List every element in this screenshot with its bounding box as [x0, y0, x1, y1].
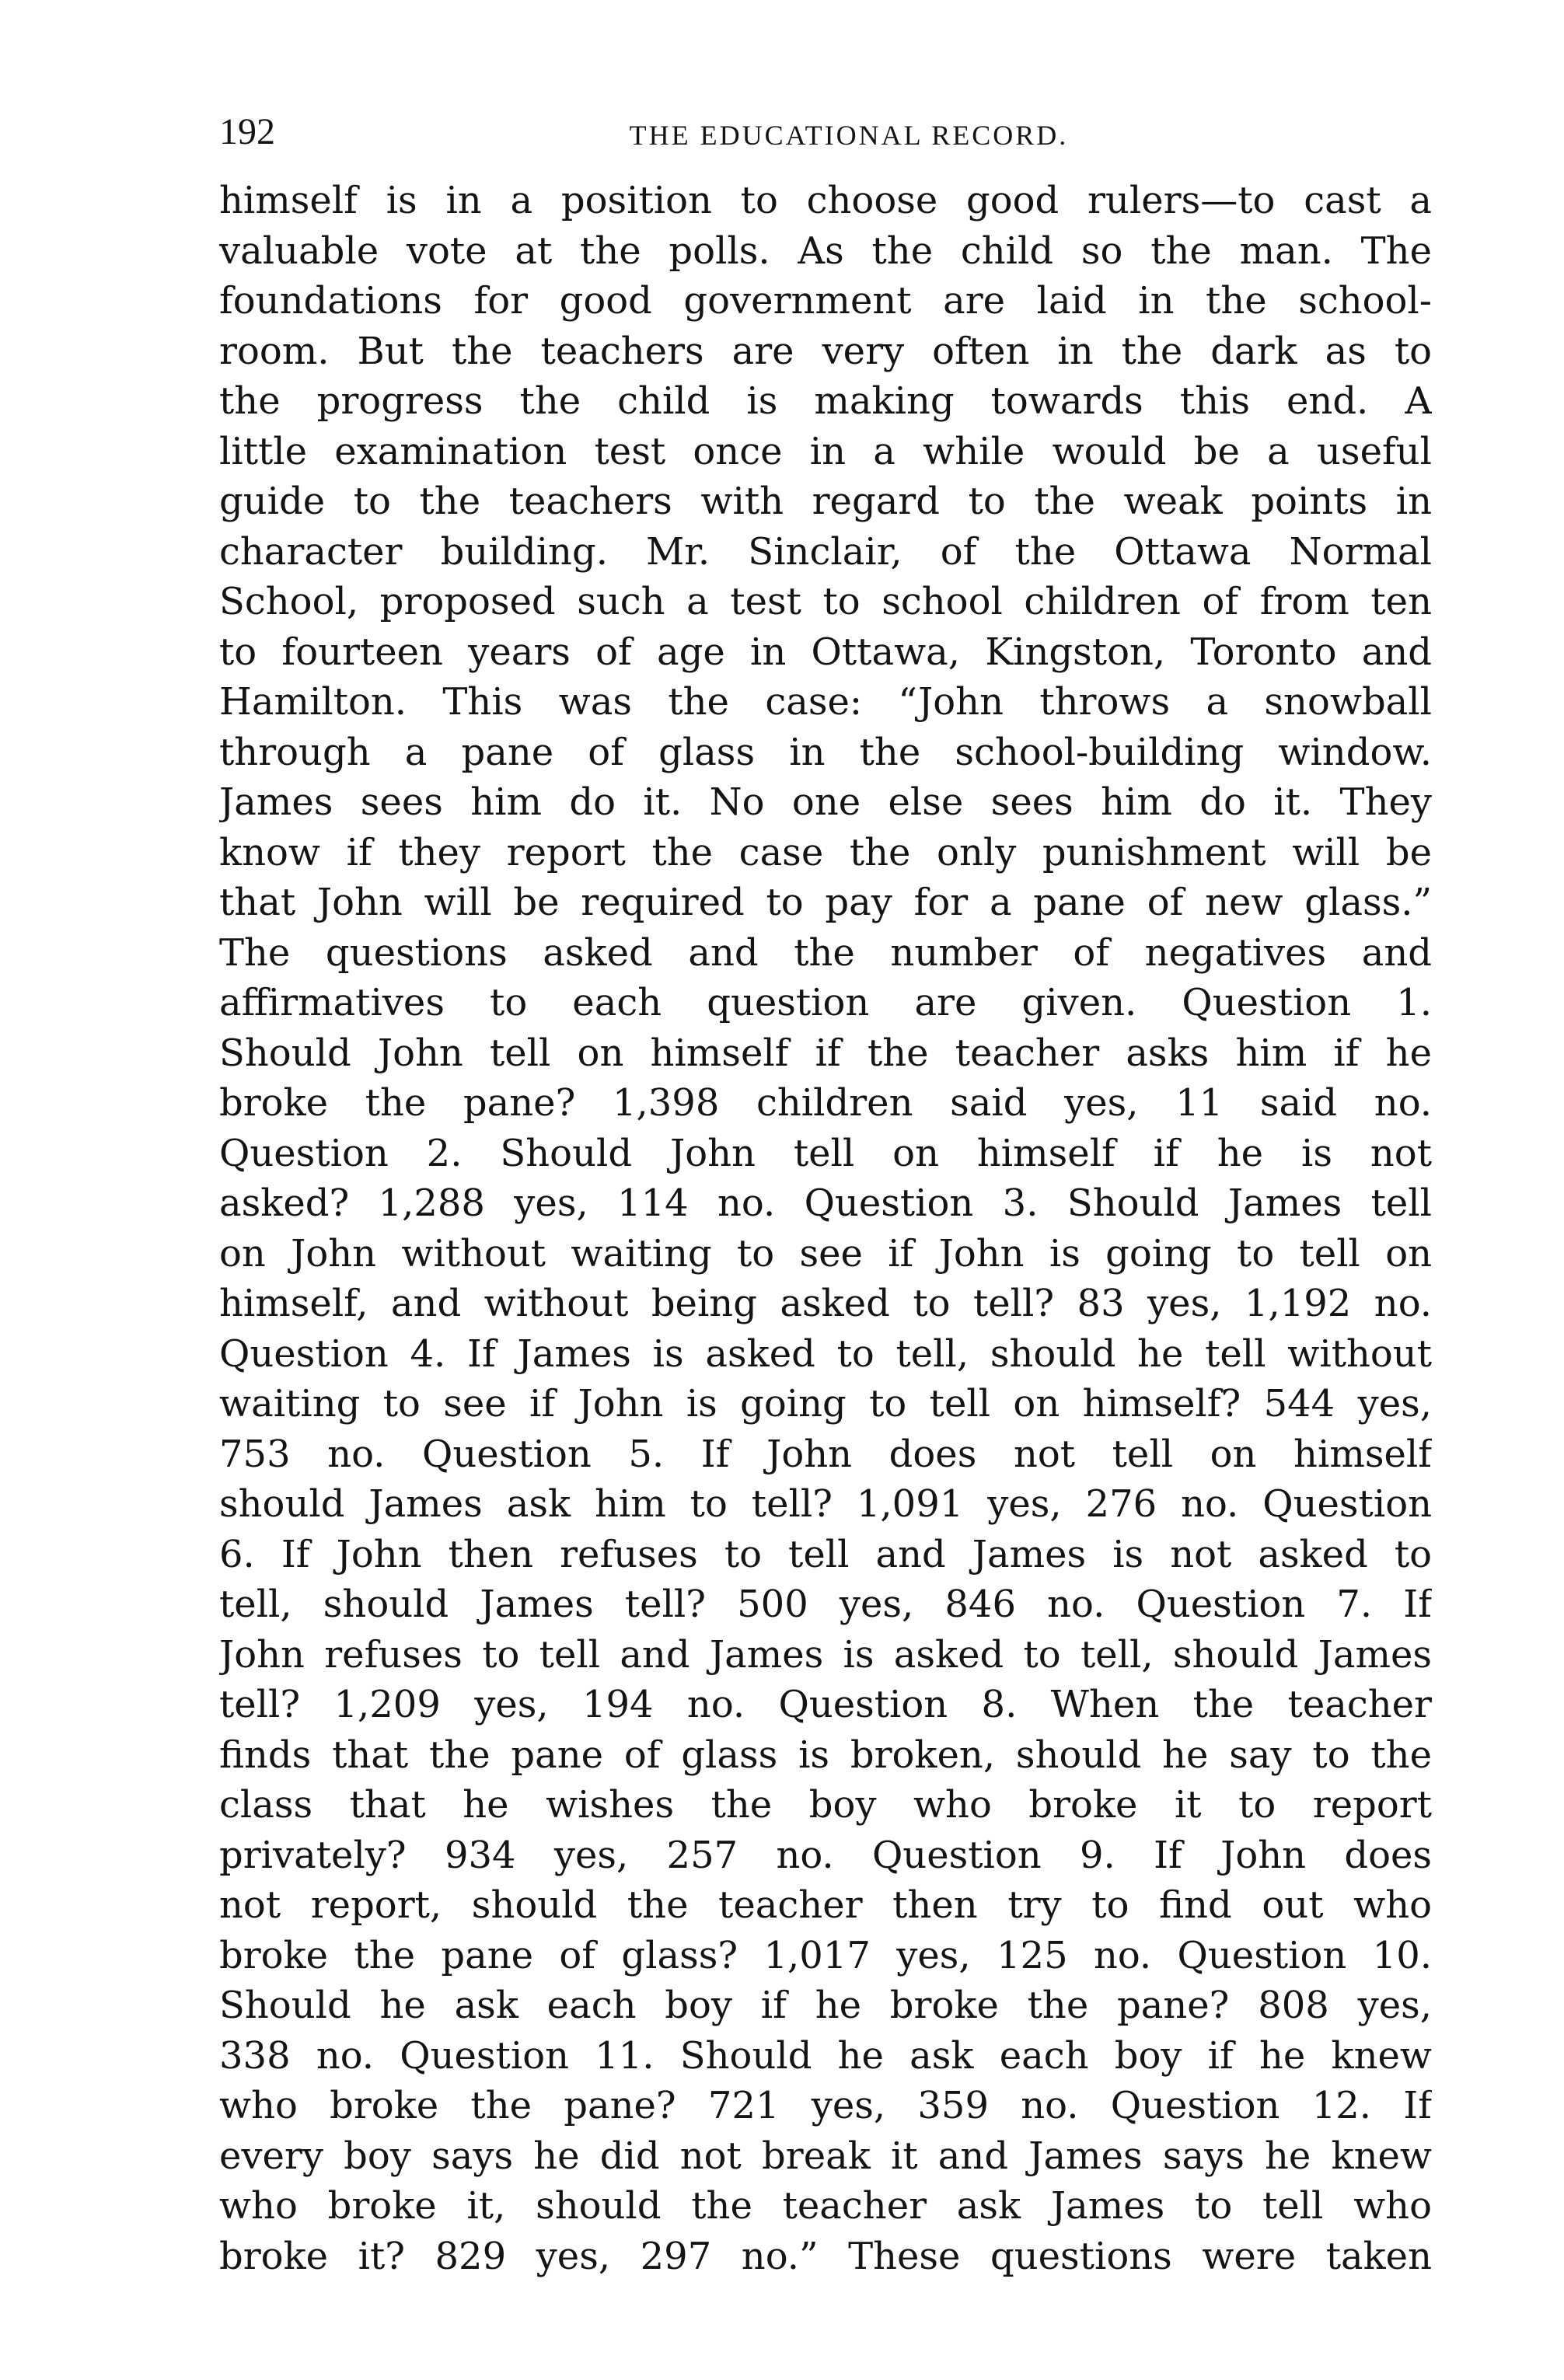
- text-line: guide to the teachers with regard to the weak points in: [219, 480, 1432, 523]
- text-line: know if they report the case the only punishment will be: [219, 830, 1432, 874]
- text-line: himself is in a position to choose good rulers—to cast a: [219, 179, 1432, 222]
- text-line: Question 2. Should John tell on himself if he is not: [219, 1131, 1432, 1175]
- text-line: John refuses to tell and James is asked to tell, should James: [219, 1632, 1432, 1677]
- text-line: 753 no. Question 5. If John does not tell on himself: [219, 1432, 1432, 1476]
- text-line: broke the pane? 1,398 children said yes, 11 said no.: [219, 1081, 1432, 1125]
- text-line: affirmatives to each question are given. Question 1.: [219, 981, 1432, 1024]
- text-line: through a pane of glass in the school-building window.: [219, 730, 1432, 774]
- text-line: not report, should the teacher then try to find out who: [219, 1883, 1432, 1927]
- text-line: waiting to see if John is going to tell on himself? 544 yes,: [219, 1382, 1432, 1426]
- text-line: School, proposed such a test to school children of from ten: [219, 580, 1432, 623]
- text-line: broke it? 829 yes, 297 no.” These questions were taken: [219, 2234, 1432, 2278]
- text-line: who broke the pane? 721 yes, 359 no. Question 12. If: [219, 2084, 1432, 2127]
- text-line: class that he wishes the boy who broke it to report: [219, 1783, 1432, 1827]
- text-line: foundations for good government are laid in the school-: [219, 279, 1432, 323]
- text-line: Should he ask each boy if he broke the pane? 808 yes,: [219, 1984, 1432, 2027]
- text-line: James sees him do it. No one else sees him do it. They: [219, 780, 1432, 824]
- text-line: character building. Mr. Sinclair, of the Ottawa Normal: [219, 529, 1432, 574]
- text-line: room. But the teachers are very often in the dark as to: [219, 329, 1432, 373]
- text-line: Question 4. If James is asked to tell, should he tell without: [219, 1331, 1432, 1376]
- text-line: The questions asked and the number of negatives and: [219, 930, 1432, 975]
- text-line: 338 no. Question 11. Should he ask each boy if he knew: [219, 2033, 1432, 2078]
- text-line: on John without waiting to see if John is going to tell on: [219, 1231, 1432, 1275]
- text-line: broke the pane of glass? 1,017 yes, 125 no. Question 10.: [219, 1933, 1432, 1977]
- text-line: privately? 934 yes, 257 no. Question 9. If John does: [219, 1833, 1432, 1877]
- text-line: little examination test once in a while would be a useful: [219, 429, 1432, 473]
- text-line: Hamilton. This was the case: “John throws a snowball: [219, 680, 1432, 724]
- text-line: Should John tell on himself if the teacher asks him if he: [219, 1031, 1432, 1075]
- text-line: finds that the pane of glass is broken, should he say to the: [219, 1733, 1432, 1777]
- text-line: the progress the child is making towards this end. A: [219, 379, 1432, 423]
- text-line: tell? 1,209 yes, 194 no. Question 8. When the teacher: [219, 1683, 1432, 1726]
- body-text: [219, 176, 1432, 2281]
- running-head: THE EDUCATIONAL RECORD.: [629, 120, 1069, 151]
- page-header: [219, 109, 1432, 155]
- text-line: valuable vote at the polls. As the child so the man. The: [219, 229, 1432, 273]
- text-line: to fourteen years of age in Ottawa, Kingston, Toronto and: [219, 630, 1432, 674]
- text-line: should James ask him to tell? 1,091 yes, 276 no. Question: [219, 1482, 1432, 1526]
- text-line: tell, should James tell? 500 yes, 846 no. Question 7. If: [219, 1583, 1432, 1626]
- text-line: every boy says he did not break it and James says he knew: [219, 2134, 1432, 2178]
- text-line: who broke it, should the teacher ask James to tell who: [219, 2184, 1432, 2228]
- text-line: 6. If John then refuses to tell and James is not asked to: [219, 1532, 1432, 1576]
- text-line: asked? 1,288 yes, 114 no. Question 3. Should James tell: [219, 1181, 1432, 1225]
- page-number: 192: [219, 111, 275, 152]
- text-line: that John will be required to pay for a pane of new glass.”: [219, 881, 1432, 924]
- text-line: himself, and without being asked to tell? 83 yes, 1,192 no.: [219, 1282, 1432, 1325]
